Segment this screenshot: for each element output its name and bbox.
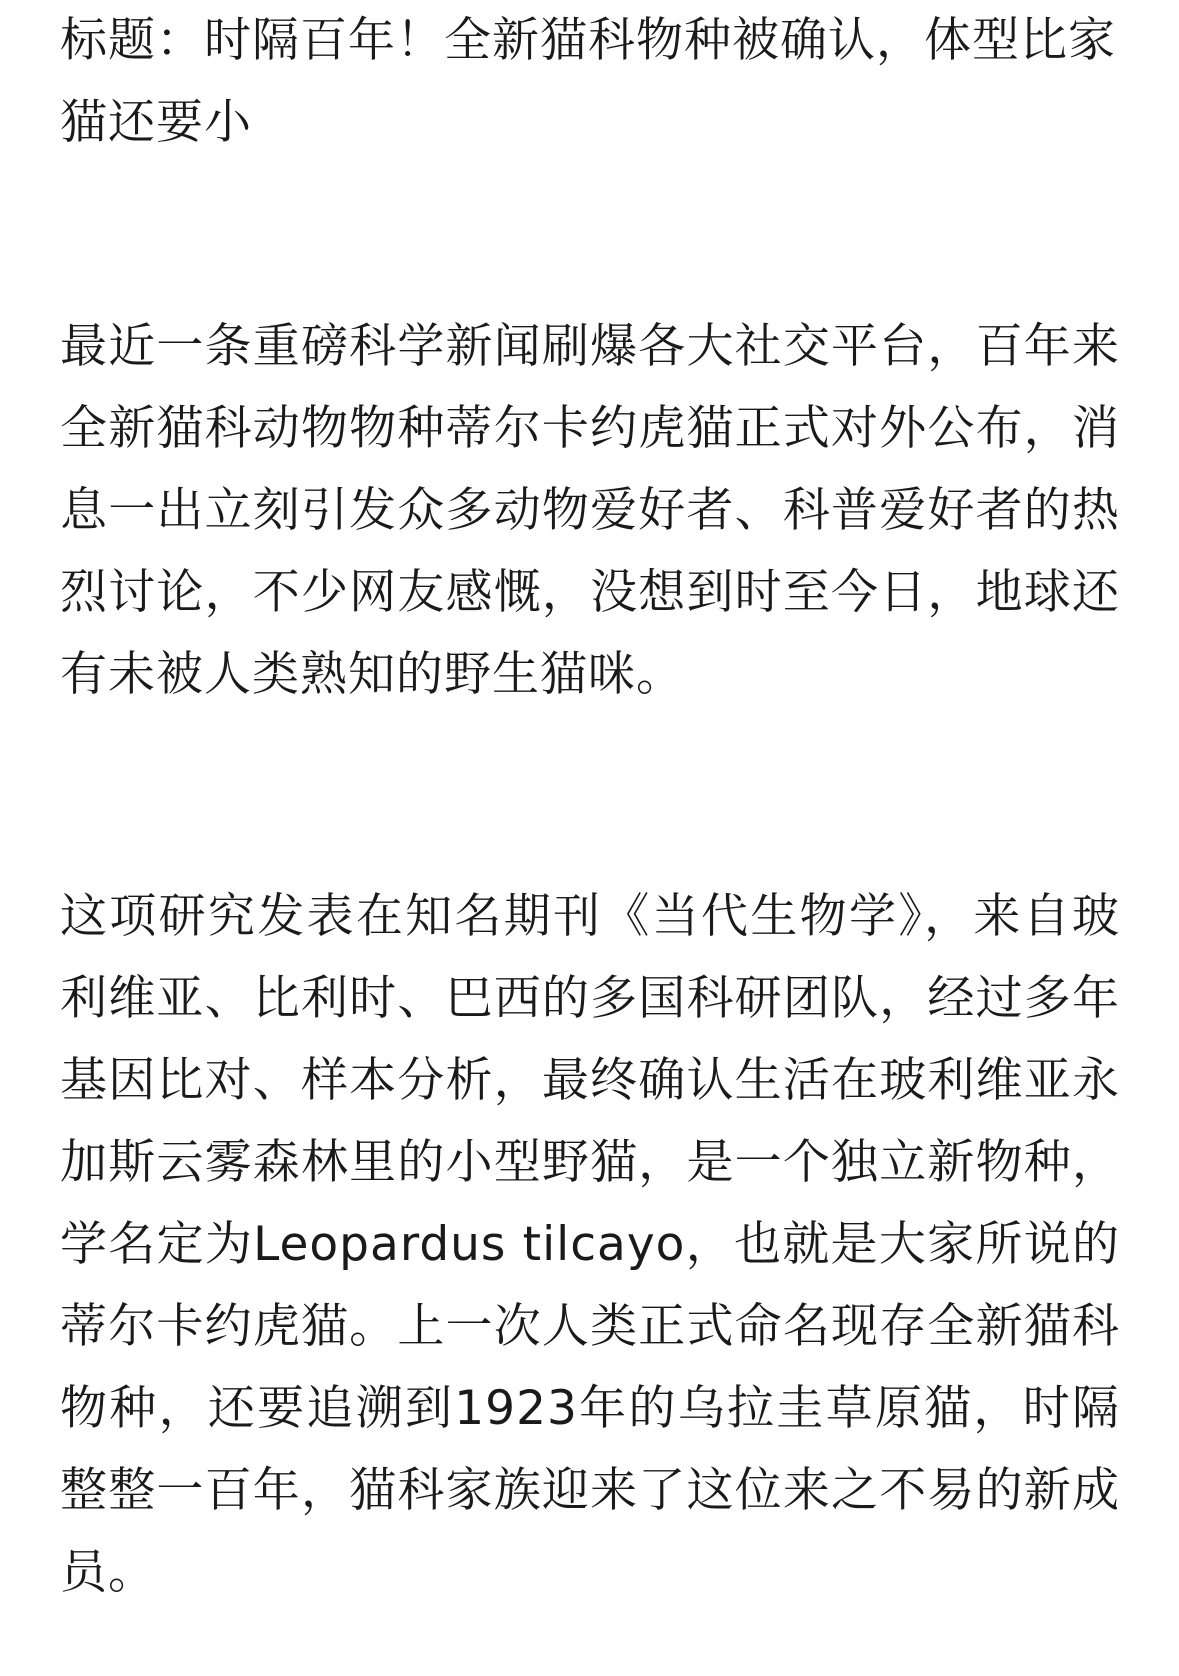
paragraph-research-details: 这项研究发表在知名期刊《当代生物学》，来自玻利维亚、比利时、巴西的多国科研团队，经过多年基因比对、样本分析，最终确认生活在玻利维亚永加斯云雾森林里的小型野猫，是一个独立新物种，学名定为Leopardus tilcayo，也就是大家所说的蒂尔卡约虎猫。上一次人类正式命名现存全新猫科物种，还要追溯到1923年的乌拉圭草原猫，时隔整整一百年，猫科家族迎来了这位来之不易的新成员。 (60, 889, 1120, 1600)
article-title: 标题：时隔百年！全新猫科物种被确认，体型比家猫还要小 (60, 13, 1116, 150)
article-body (60, 0, 1120, 1614)
paragraph-news-intro: 最近一条重磅科学新闻刷爆各大社交平台，百年来全新猫科动物物种蒂尔卡约虎猫正式对外公布，消息一出立刻引发众多动物爱好者、科普爱好者的热烈讨论，不少网友感慨，没想到时至今日，地球还有未被人类熟知的野生猫咪。 (60, 319, 1120, 702)
